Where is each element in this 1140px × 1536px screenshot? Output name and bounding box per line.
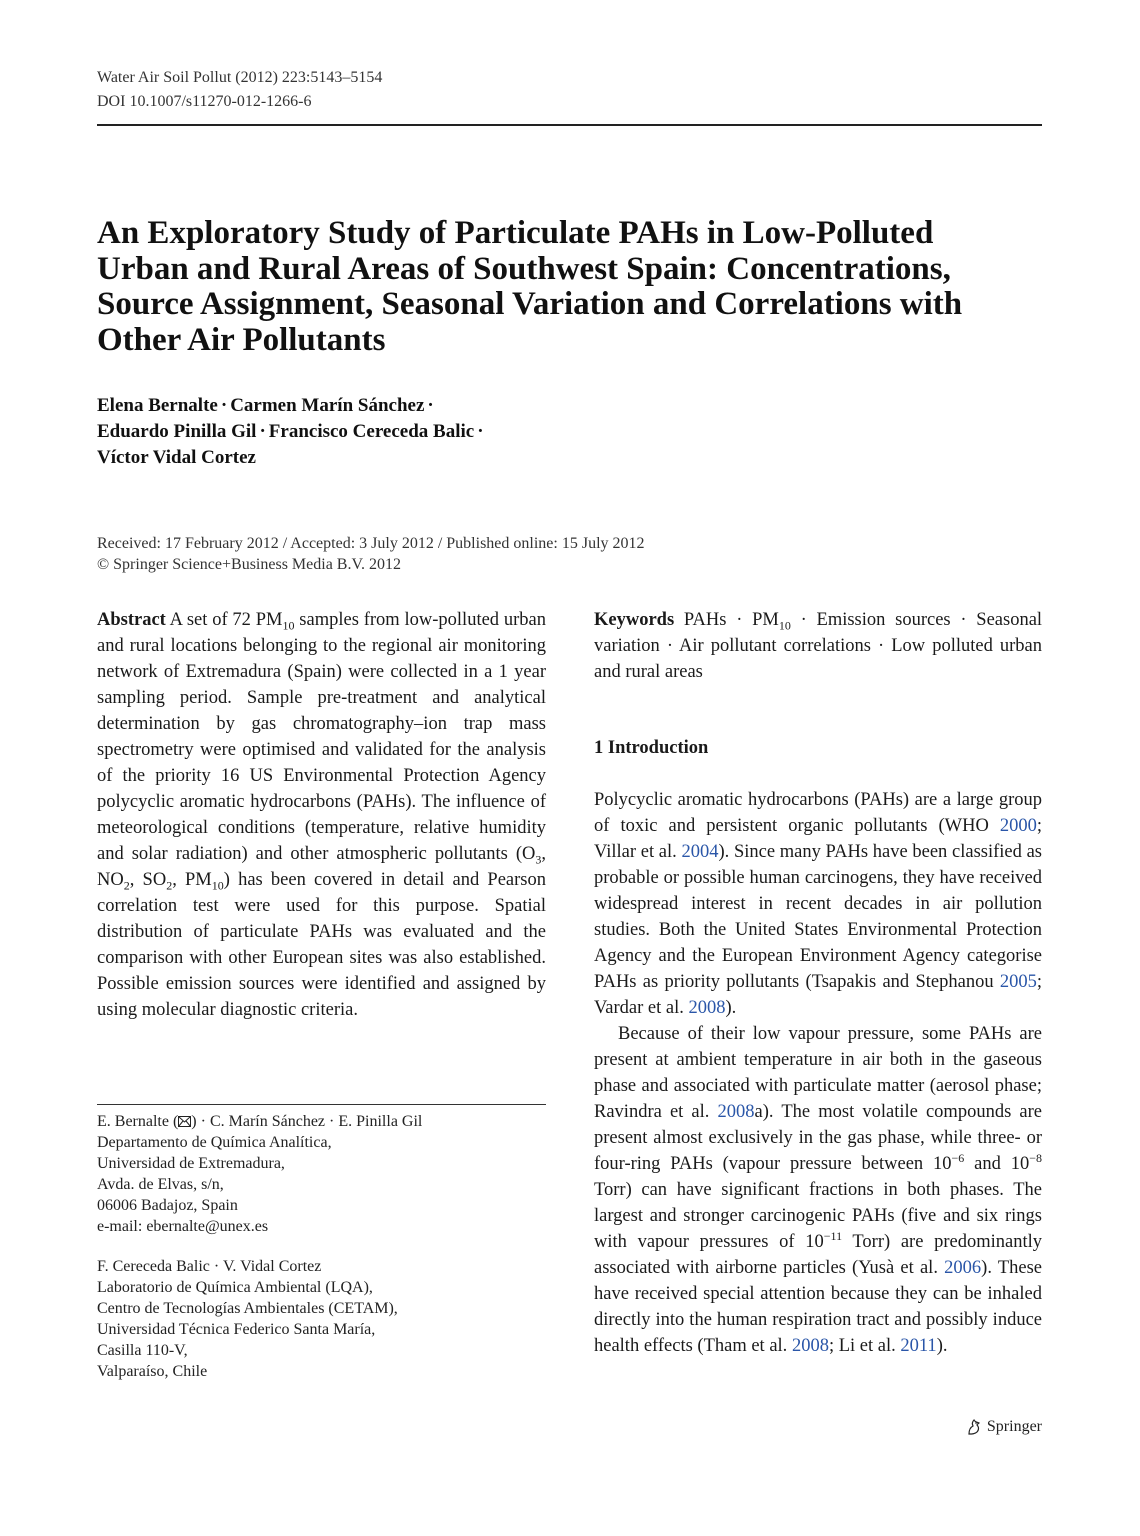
citation-link[interactable]: 2008 bbox=[688, 998, 726, 1018]
journal-citation: Water Air Soil Pollut (2012) 223:5143–5154 bbox=[97, 69, 383, 86]
author-separator: · bbox=[220, 395, 228, 416]
subscript: 2 bbox=[166, 878, 173, 893]
citation-link[interactable]: 2011 bbox=[900, 1336, 937, 1356]
subscript: 10 bbox=[211, 878, 224, 893]
affiliation-line: Universidad Técnica Federico Santa María, bbox=[97, 1321, 376, 1338]
body-text: ; Vardar et al. bbox=[594, 972, 1042, 1018]
subscript: 10 bbox=[778, 618, 791, 633]
body-text: Torr) can have significant fractions in both phases. The largest and stronger carcinogenic PAHs (five and six rings with vapour pressures of 10 bbox=[594, 1180, 1042, 1252]
introduction-body bbox=[594, 787, 1042, 1359]
keyword-separator: · bbox=[736, 610, 743, 630]
copyright-icon: © bbox=[97, 556, 110, 573]
superscript: −11 bbox=[823, 1228, 843, 1243]
affiliation-names: E. Bernalte ( bbox=[97, 1113, 179, 1130]
publication-dates: Received: 17 February 2012 / Accepted: 3 July 2012 / Published online: 15 July 2012 © Springer Science+Business Media B.V. 2012 bbox=[97, 535, 645, 573]
abstract-text: , PM bbox=[172, 870, 212, 890]
section-heading: 1 Introduction bbox=[594, 738, 709, 758]
abstract-text: ) has been covered in detail and Pearson correlation test were used for this purpose. Spatial distribution of particulate PAHs was evaluated and the comparison with other European sites was also established. Possible emission sources were identified and assigned by using molecular diagnostic criteria. bbox=[97, 870, 546, 1020]
abstract bbox=[97, 607, 546, 1023]
paragraph bbox=[594, 787, 1042, 1021]
received-date: Received: 17 February 2012 bbox=[97, 535, 279, 552]
keyword-separator: · bbox=[666, 636, 673, 656]
author: Francisco Cereceda Balic bbox=[268, 421, 475, 442]
affiliation-line: Centro de Tecnologías Ambientales (CETAM), bbox=[97, 1300, 398, 1317]
abstract-text: , NO bbox=[97, 844, 546, 890]
body-text: ; Villar et al. bbox=[594, 816, 1042, 862]
author: Víctor Vidal Cortez bbox=[97, 447, 256, 468]
author-list bbox=[97, 393, 697, 471]
affiliation-line: 06006 Badajoz, Spain bbox=[97, 1197, 238, 1214]
citation-link[interactable]: 2004 bbox=[681, 842, 719, 862]
subscript: 3 bbox=[535, 852, 542, 867]
affiliation-line: Casilla 110-V, bbox=[97, 1342, 188, 1359]
affiliation-line: Universidad de Extremadura, bbox=[97, 1155, 285, 1172]
affiliation-line: Departamento de Química Analítica, bbox=[97, 1134, 332, 1151]
citation-link[interactable]: 2006 bbox=[944, 1258, 982, 1278]
published-date: Published online: 15 July 2012 bbox=[446, 535, 645, 552]
affiliation-line: Valparaíso, Chile bbox=[97, 1363, 208, 1380]
author-separator: · bbox=[477, 421, 484, 442]
body-text: ). These have received special attention because they can be inhaled directly into the human respiration tract and possibly induce health effects (Tham et al. bbox=[594, 1258, 1043, 1356]
author-separator: · bbox=[259, 421, 266, 442]
body-text: Because of their low vapour pressure, some PAHs are present at ambient temperature in air both in the gaseous phase and associated with particulate matter (aerosol phase; Ravindra et al. bbox=[594, 1024, 1042, 1122]
affiliation-names: V. Vidal Cortez bbox=[222, 1258, 322, 1275]
keywords bbox=[594, 607, 1042, 685]
keyword-separator: · bbox=[960, 610, 967, 630]
body-text: a). The most volatile compounds are present almost exclusively in the gas phase, while three- or four-ring PAHs (vapour pressure between 10 bbox=[594, 1102, 1042, 1174]
citation-link[interactable]: 2000 bbox=[999, 816, 1037, 836]
envelope-icon[interactable] bbox=[178, 1113, 191, 1130]
affiliation-2: F. Cereceda Balic · V. Vidal Cortez Laboratorio de Química Ambiental (LQA), Centro de Tecnologías Ambientales (CETAM), Universidad Técnica Federico Santa María, Casilla 110-V, Valparaíso, Chile bbox=[97, 1256, 557, 1382]
abstract-text: , SO bbox=[129, 870, 167, 890]
springer-horse-icon bbox=[965, 1418, 983, 1436]
keyword-separator: · bbox=[877, 636, 885, 656]
body-text: ). Since many PAHs have been classified as probable or possible human carcinogens, they have received widespread interest in recent decades in air pollution studies. Both the United States Environmental Protection Agency and the European Environment Agency categorise PAHs as priority pollutants (Tsapakis and Stephanou bbox=[594, 842, 1042, 992]
keyword: Low polluted urban and rural areas bbox=[594, 636, 1042, 682]
body-text: Polycyclic aromatic hydrocarbons (PAHs) are a large group of toxic and persistent organic pollutants (WHO bbox=[594, 790, 1042, 836]
superscript: −8 bbox=[1029, 1150, 1042, 1165]
citation-link[interactable]: 2008 bbox=[717, 1102, 755, 1122]
keyword: PAHs bbox=[683, 610, 727, 630]
citation-link[interactable]: 2008 bbox=[791, 1336, 829, 1356]
affiliation-line: Laboratorio de Química Ambiental (LQA), bbox=[97, 1279, 373, 1296]
affiliation-line: Avda. de Elvas, s/n, bbox=[97, 1176, 224, 1193]
publisher-logo bbox=[965, 1418, 1042, 1436]
affiliation-names: F. Cereceda Balic bbox=[97, 1258, 210, 1275]
body-text: ). bbox=[725, 998, 737, 1018]
body-text: Torr) are predominantly associated with airborne particles (Yusà et al. bbox=[594, 1232, 1043, 1278]
publisher-name: Springer bbox=[986, 1418, 1042, 1435]
journal-header bbox=[97, 66, 382, 114]
subscript: 10 bbox=[282, 618, 295, 633]
accepted-date: Accepted: 3 July 2012 bbox=[290, 535, 434, 552]
keyword: Seasonal variation bbox=[594, 610, 1043, 656]
author: Carmen Marín Sánchez bbox=[230, 395, 425, 416]
affiliation-rule bbox=[97, 1104, 546, 1105]
abstract-text: samples from low-polluted urban and rural locations belonging to the regional air monitoring network of Extremadura (Spain) were collected in a 1 year sampling period. Sample pre-treatment and analytical determination by gas chromatography–ion trap mass spectrometry were optimised and validated for the analysis of the priority 16 US Environmental Protection Agency polycyclic aromatic hydrocarbons (PAHs). The influence of meteorological conditions (temperature, relative humidity and solar radiation) and other atmospheric pollutants (O bbox=[97, 610, 546, 864]
header-rule bbox=[97, 124, 1042, 126]
affiliation-names: ) bbox=[191, 1113, 197, 1130]
abstract-text: A set of 72 PM bbox=[169, 610, 283, 630]
abstract-label: Abstract bbox=[97, 610, 166, 630]
email-link[interactable]: e-mail: ebernalte@unex.es bbox=[97, 1218, 269, 1235]
keyword: PM bbox=[752, 610, 779, 630]
superscript: −6 bbox=[951, 1150, 965, 1165]
paragraph bbox=[594, 1021, 1042, 1359]
body-text: ; Li et al. bbox=[828, 1336, 901, 1356]
keywords-label: Keywords bbox=[594, 610, 675, 630]
keyword: Emission sources bbox=[816, 610, 951, 630]
author: Eduardo Pinilla Gil bbox=[97, 421, 257, 442]
doi: DOI 10.1007/s11270-012-1266-6 bbox=[97, 93, 312, 110]
article-title: An Exploratory Study of Particulate PAHs in Low-Polluted Urban and Rural Areas of Southwest Spain: Concentrations, Source Assignment, Seasonal Variation and Correlations with Other Air Pollutants bbox=[97, 215, 963, 358]
citation-link[interactable]: 2005 bbox=[999, 972, 1037, 992]
body-text: ). bbox=[936, 1336, 948, 1356]
affiliation-names: C. Marín Sánchez bbox=[209, 1113, 326, 1130]
copyright: Springer Science+Business Media B.V. 2012 bbox=[113, 556, 401, 573]
keyword-separator: · bbox=[800, 610, 807, 630]
affiliation-1: E. Bernalte ( ) · C. Marín Sánchez · E. Pinilla Gil Departamento de Química Analítica, Universidad de Extremadura, Avda. de Elvas, s/n, 06006 Badajoz, Spain e-mail: ebernalte@unex.es bbox=[97, 1111, 557, 1237]
affiliation-names: E. Pinilla Gil bbox=[338, 1113, 423, 1130]
body-text: and 10 bbox=[964, 1154, 1030, 1174]
author: Elena Bernalte bbox=[97, 395, 218, 416]
keyword: Air pollutant correlations bbox=[679, 636, 871, 656]
author-separator: · bbox=[427, 395, 434, 416]
subscript: 2 bbox=[123, 878, 130, 893]
